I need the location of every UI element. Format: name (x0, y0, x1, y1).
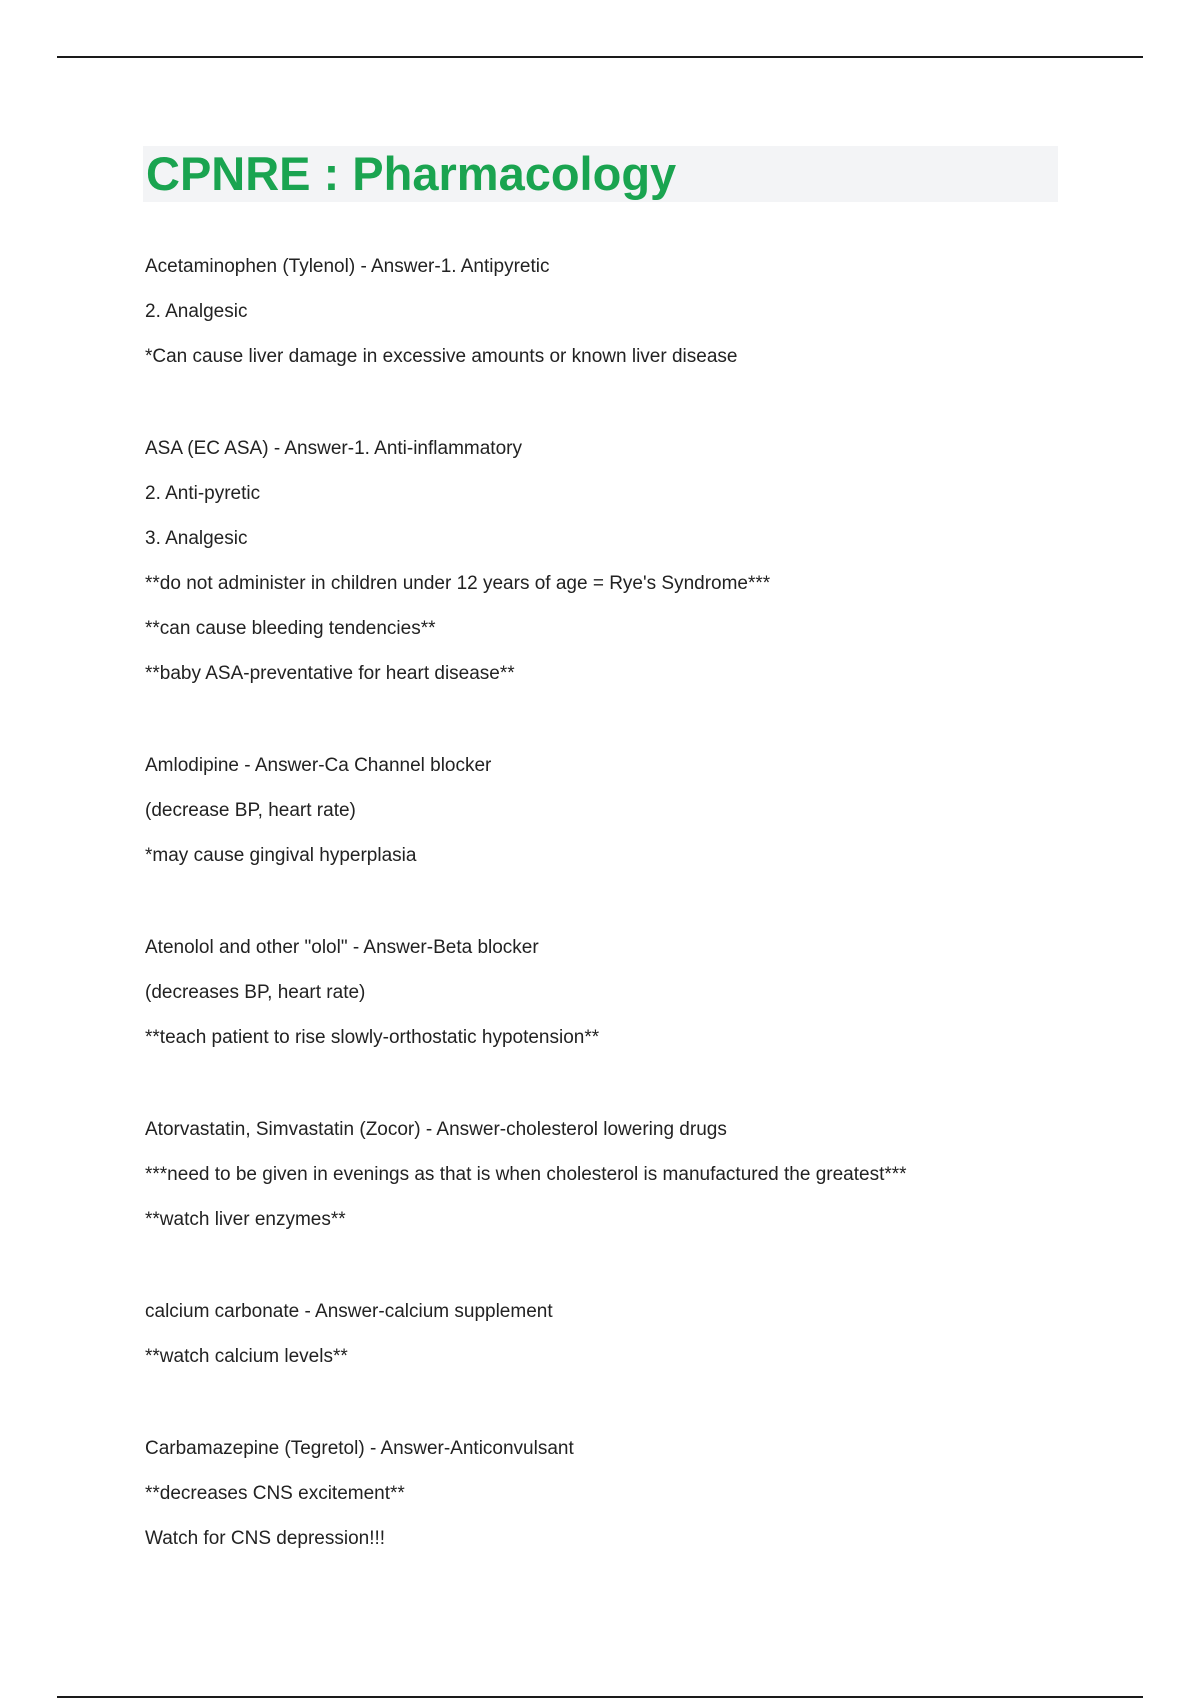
entry-line: Carbamazepine (Tegretol) - Answer-Anticonvulsant (145, 1438, 574, 1459)
entry-line: **do not administer in children under 12 years of age = Rye's Syndrome*** (145, 573, 771, 594)
entry-line: **can cause bleeding tendencies** (145, 618, 436, 639)
entry-line: **baby ASA-preventative for heart disease** (145, 663, 515, 684)
bottom-rule (57, 1696, 1143, 1698)
entry-acetaminophen (145, 244, 1145, 426)
top-rule (57, 56, 1143, 58)
entry-line: Acetaminophen (Tylenol) - Answer-1. Antipyretic (145, 256, 550, 277)
document-body (145, 244, 1145, 1608)
entry-line: Amlodipine - Answer-Ca Channel blocker (145, 755, 492, 776)
entry-line: Watch for CNS depression!!! (145, 1528, 386, 1549)
entry-line: *Can cause liver damage in excessive amounts or known liver disease (145, 346, 738, 367)
entry-line: **watch calcium levels** (145, 1346, 348, 1367)
entry-asa (145, 426, 1145, 743)
entry-line: **watch liver enzymes** (145, 1209, 346, 1230)
entry-line: (decreases BP, heart rate) (145, 982, 366, 1003)
entry-line: (decrease BP, heart rate) (145, 800, 356, 821)
entry-amlodipine (145, 743, 1145, 925)
entry-line: **decreases CNS excitement** (145, 1483, 405, 1504)
entry-line: 3. Analgesic (145, 528, 248, 549)
page-title: CPNRE : Pharmacology (146, 147, 677, 200)
entry-line: 2. Analgesic (145, 301, 248, 322)
entry-atenolol (145, 925, 1145, 1107)
entry-line: 2. Anti-pyretic (145, 483, 261, 504)
entry-line: Atorvastatin, Simvastatin (Zocor) - Answer-cholesterol lowering drugs (145, 1119, 727, 1140)
entry-line: Atenolol and other "olol" - Answer-Beta blocker (145, 937, 539, 958)
entry-line: ***need to be given in evenings as that is when cholesterol is manufactured the greatest*** (145, 1164, 907, 1185)
entry-atorvastatin (145, 1107, 1145, 1289)
entry-line: ASA (EC ASA) - Answer-1. Anti-inflammatory (145, 438, 522, 459)
entry-calcium-carbonate (145, 1289, 1145, 1426)
entry-carbamazepine (145, 1426, 1145, 1608)
entry-line: calcium carbonate - Answer-calcium supplement (145, 1301, 553, 1322)
entry-line: *may cause gingival hyperplasia (145, 845, 417, 866)
entry-line: **teach patient to rise slowly-orthostatic hypotension** (145, 1027, 600, 1048)
